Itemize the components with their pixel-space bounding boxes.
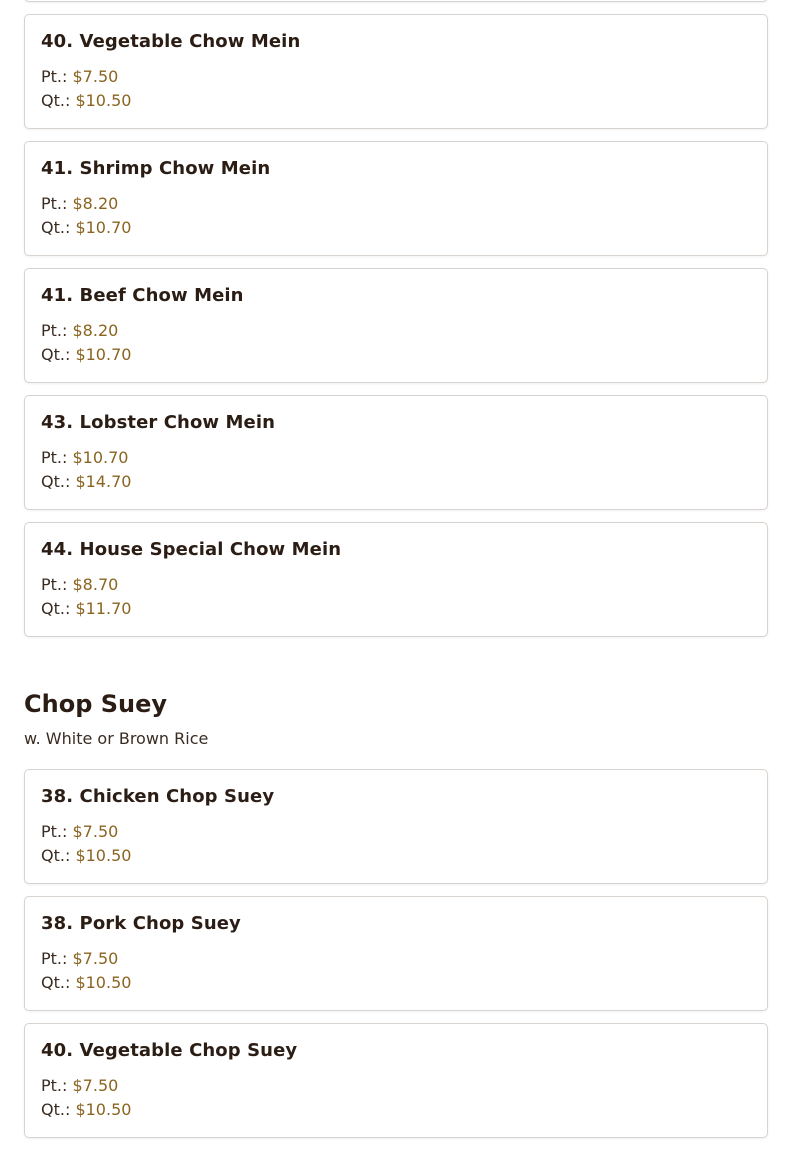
section-header-chop-suey <box>0 649 792 751</box>
pint-price: $8.20 <box>72 321 119 340</box>
pint-price: $7.50 <box>72 822 119 841</box>
pint-label: Pt.: <box>41 1076 68 1095</box>
quart-price: $10.70 <box>75 345 132 364</box>
pint-price-line <box>41 573 751 597</box>
menu-item-name: 44. House Special Chow Mein <box>41 539 342 560</box>
pint-price-line <box>41 319 751 343</box>
quart-label: Qt.: <box>41 472 71 491</box>
pint-price: $8.70 <box>72 575 119 594</box>
pint-label: Pt.: <box>41 822 68 841</box>
quart-label: Qt.: <box>41 973 71 992</box>
quart-price-line <box>41 89 751 113</box>
pint-price-line <box>41 1074 751 1098</box>
pint-price: $10.70 <box>72 448 129 467</box>
section-subtitle: w. White or Brown Rice <box>24 729 209 748</box>
quart-price-line <box>41 343 751 367</box>
pint-price: $7.50 <box>72 67 119 86</box>
menu-item-card[interactable] <box>24 522 768 637</box>
quart-price-line <box>41 1098 751 1122</box>
pint-label: Pt.: <box>41 67 68 86</box>
menu-item-name: 40. Vegetable Chow Mein <box>41 31 301 52</box>
menu-item-card[interactable] <box>24 896 768 1011</box>
quart-price-line <box>41 844 751 868</box>
quart-price: $14.70 <box>75 472 132 491</box>
quart-label: Qt.: <box>41 599 71 618</box>
quart-price-line <box>41 216 751 240</box>
pint-price-line <box>41 192 751 216</box>
quart-price: $10.50 <box>75 91 132 110</box>
pint-label: Pt.: <box>41 949 68 968</box>
quart-label: Qt.: <box>41 846 71 865</box>
menu-item-name: 40. Vegetable Chop Suey <box>41 1040 298 1061</box>
pint-price: $8.20 <box>72 194 119 213</box>
pint-price-line <box>41 947 751 971</box>
quart-price-line <box>41 470 751 494</box>
menu-item-card[interactable] <box>24 141 768 256</box>
quart-price: $11.70 <box>75 599 132 618</box>
pint-price: $7.50 <box>72 1076 119 1095</box>
menu-item-name: 41. Shrimp Chow Mein <box>41 158 271 179</box>
pint-price-line <box>41 446 751 470</box>
menu-item-card[interactable] <box>24 769 768 884</box>
quart-label: Qt.: <box>41 91 71 110</box>
quart-label: Qt.: <box>41 1100 71 1119</box>
pint-label: Pt.: <box>41 194 68 213</box>
menu-item-card[interactable] <box>24 395 768 510</box>
menu-item-name: 38. Pork Chop Suey <box>41 913 241 934</box>
menu-item-card-partial[interactable] <box>24 0 768 2</box>
quart-price: $10.50 <box>75 973 132 992</box>
menu-item-name: 41. Beef Chow Mein <box>41 285 244 306</box>
pint-label: Pt.: <box>41 321 68 340</box>
quart-label: Qt.: <box>41 345 71 364</box>
quart-price: $10.50 <box>75 846 132 865</box>
menu-item-name: 43. Lobster Chow Mein <box>41 412 276 433</box>
menu-item-card[interactable] <box>24 14 768 129</box>
pint-price-line <box>41 820 751 844</box>
menu-item-card[interactable] <box>24 268 768 383</box>
quart-label: Qt.: <box>41 218 71 237</box>
quart-price-line <box>41 971 751 995</box>
menu-item-name: 38. Chicken Chop Suey <box>41 786 275 807</box>
pint-label: Pt.: <box>41 575 68 594</box>
quart-price: $10.70 <box>75 218 132 237</box>
section-title: Chop Suey <box>24 690 168 718</box>
quart-price: $10.50 <box>75 1100 132 1119</box>
pint-label: Pt.: <box>41 448 68 467</box>
pint-price: $7.50 <box>72 949 119 968</box>
pint-price-line <box>41 65 751 89</box>
menu-item-card[interactable] <box>24 1023 768 1138</box>
quart-price-line <box>41 597 751 621</box>
